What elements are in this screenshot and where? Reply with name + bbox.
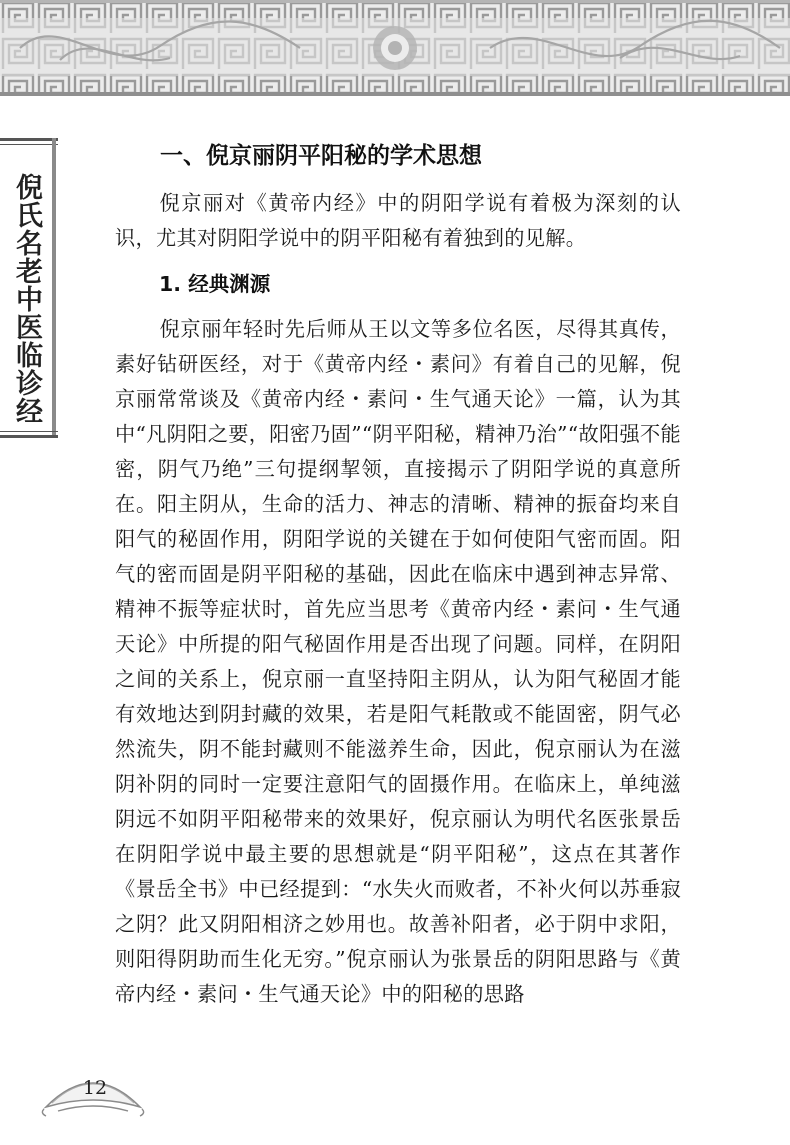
book-title-vertical: 倪氏名老中医临诊经 [11,173,42,425]
side-tab [0,138,60,438]
side-tab-vertical-bar [52,138,56,438]
side-tab-top-rule [0,138,58,141]
decorative-header-border [0,0,790,96]
page-content [115,128,681,1012]
section-heading: 一、倪京丽阴平阳秘的学术思想 [160,143,482,169]
side-tab-bottom-rule [0,435,58,438]
intro-paragraph: 倪京丽对《黄帝内经》中的阴阳学说有着极为深刻的认识，尤其对阴阳学说中的阴平阳秘有着独到的见解。 [115,191,681,250]
side-tab-top-rule-thin [0,144,58,145]
fretwork-pattern [0,0,790,96]
body-paragraph: 倪京丽年轻时先后师从王以文等多位名医，尽得其真传，素好钻研医经，对于《黄帝内经・素问》有着自己的见解，倪京丽常常谈及《黄帝内经・素问・生气通天论》一篇，认为其中“凡阴阳之要，阳密乃固”“阴平阳秘，精神乃治”“故阳强不能密，阴气乃绝”三句提纲挈领，直接揭示了阴阳学说的真意所在。阳主阴从，生命的活力、神志的清晰、精神的振奋均来自阳气的秘固作用，阴阳学说的关键在于如何使阳气密而固。阳气的密而固是阴平阳秘的基础，因此在临床中遇到神志异常、精神不振等症状时，首先应当思考《黄帝内经・素问・生气通天论》中所提的阳气秘固作用是否出现了问题。同样，在阴阳之间的关系上，倪京丽一直坚持阳主阴从，认为阳气秘固才能有效地达到阴封藏的效果，若是阳气耗散或不能固密，阴气必然流失，阴不能封藏则不能滋养生命，因此，倪京丽认为在滋阴补阴的同时一定要注意阳气的固摄作用。在临床上，单纯滋阴远不如阴平阳秘带来的效果好，倪京丽认为明代名医张景岳在阴阳学说中最主要的思想就是“阴平阳秘”，这点在其著作《景岳全书》中已经提到：“水失火而败者，不补火何以苏垂寂之阴？此又阴阳相济之妙用也。故善补阳者，必于阴中求阳，则阳得阴助而生化无穷。”倪京丽认为张景岳的阴阳思路与《黄帝内经・素问・生气通天论》中的阳秘的思路 [115,317,681,1006]
page-number-badge [38,1063,148,1121]
page-number: 12 [82,1077,108,1099]
side-tab-bottom-rule-thin [0,431,58,432]
subsection-heading: 1. 经典渊源 [159,272,271,296]
